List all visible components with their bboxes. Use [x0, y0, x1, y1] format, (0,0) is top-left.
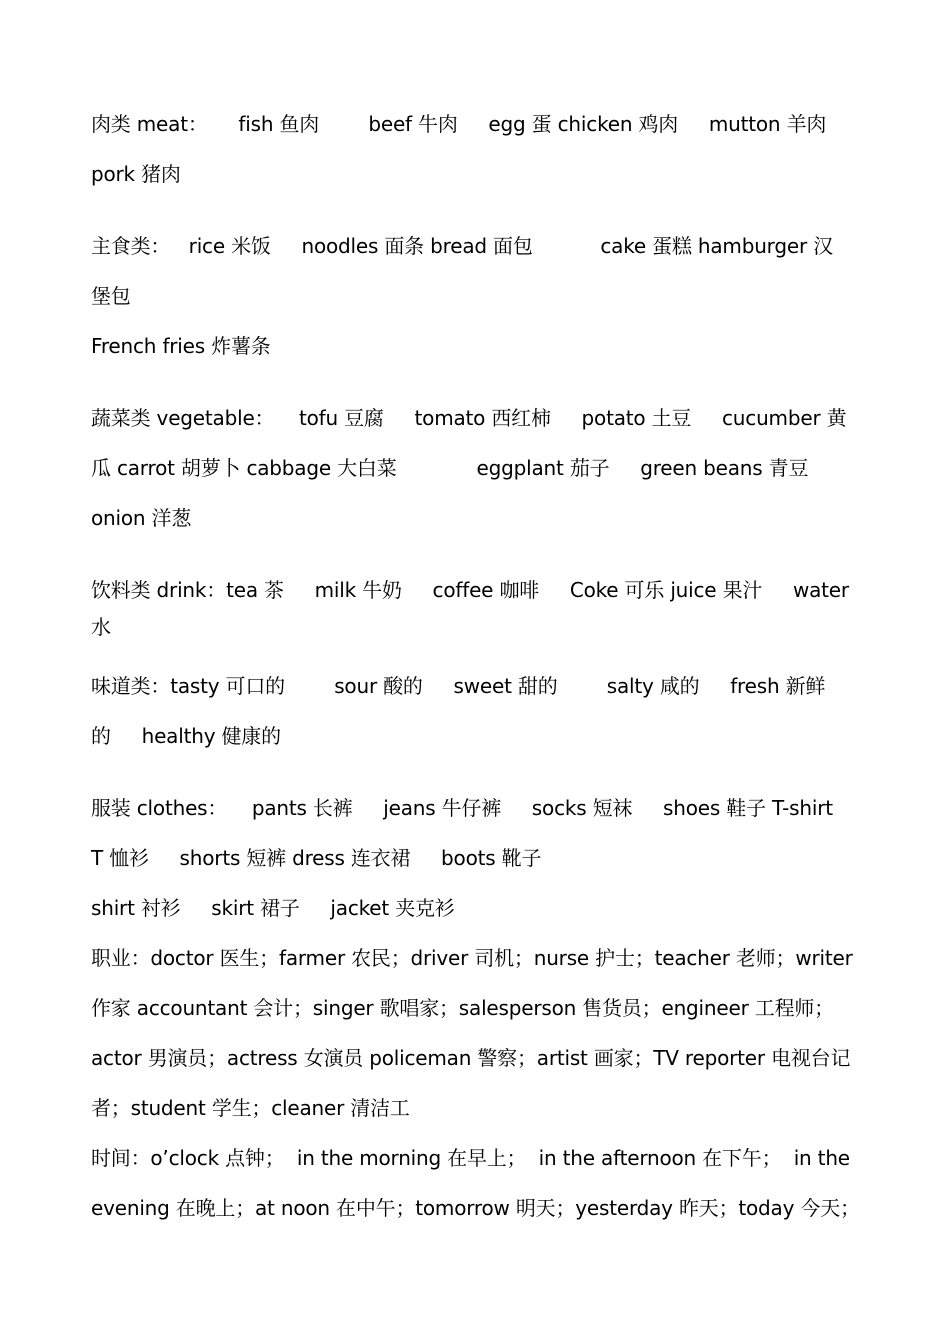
line-staple-food-cont: 堡包 [91, 284, 131, 308]
line-taste-cont: 的 healthy 健康的 [91, 724, 281, 748]
line-drink-cont: 水 [91, 615, 111, 639]
line-jobs-cont-1: 作家 accountant 会计；singer 歌唱家；salesperson 售货员；engineer 工程师； [91, 996, 834, 1020]
line-french-fries: French fries 炸薯条 [91, 334, 271, 358]
line-drink: 饮料类 drink：tea 茶 milk 牛奶 coffee 咖啡 Coke 可乐 juice 果汁 water [91, 578, 849, 602]
line-jobs-cont-3: 者；student 学生；cleaner 清洁工 [91, 1096, 410, 1120]
document-page [91, 0, 871, 1344]
line-clothes-shirt: shirt 衬衫 skirt 裙子 jacket 夹克衫 [91, 896, 455, 920]
line-jobs-cont-2: actor 男演员；actress 女演员 policeman 警察；artist 画家；TV reporter 电视台记 [91, 1046, 851, 1070]
line-vegetable: 蔬菜类 vegetable： tofu 豆腐 tomato 西红柿 potato 土豆 cucumber 黄 [91, 406, 847, 430]
line-clothes-cont: T 恤衫 shorts 短裤 dress 连衣裙 boots 靴子 [91, 846, 542, 870]
line-staple-food: 主食类： rice 米饭 noodles 面条 bread 面包 cake 蛋糕 hamburger 汉 [91, 234, 833, 258]
line-taste: 味道类：tasty 可口的 sour 酸的 sweet 甜的 salty 咸的 fresh 新鲜 [91, 674, 826, 698]
line-vegetable-onion: onion 洋葱 [91, 506, 192, 530]
line-time-cont: evening 在晚上；at noon 在中午；tomorrow 明天；yesterday 昨天；today 今天； [91, 1196, 860, 1220]
line-jobs: 职业：doctor 医生；farmer 农民；driver 司机；nurse 护士；teacher 老师；writer [91, 946, 853, 970]
line-clothes: 服装 clothes： pants 长裤 jeans 牛仔裤 socks 短袜 shoes 鞋子 T-shirt [91, 796, 833, 820]
line-meat-cont: pork 猪肉 [91, 162, 181, 186]
line-meat: 肉类 meat： fish 鱼肉 beef 牛肉 egg 蛋 chicken 鸡肉 mutton 羊肉 [91, 112, 827, 136]
line-vegetable-cont: 瓜 carrot 胡萝卜 cabbage 大白菜 eggplant 茄子 green beans 青豆 [91, 456, 809, 480]
line-time: 时间：o’clock 点钟； in the morning 在早上； in the afternoon 在下午； in the [91, 1146, 850, 1170]
